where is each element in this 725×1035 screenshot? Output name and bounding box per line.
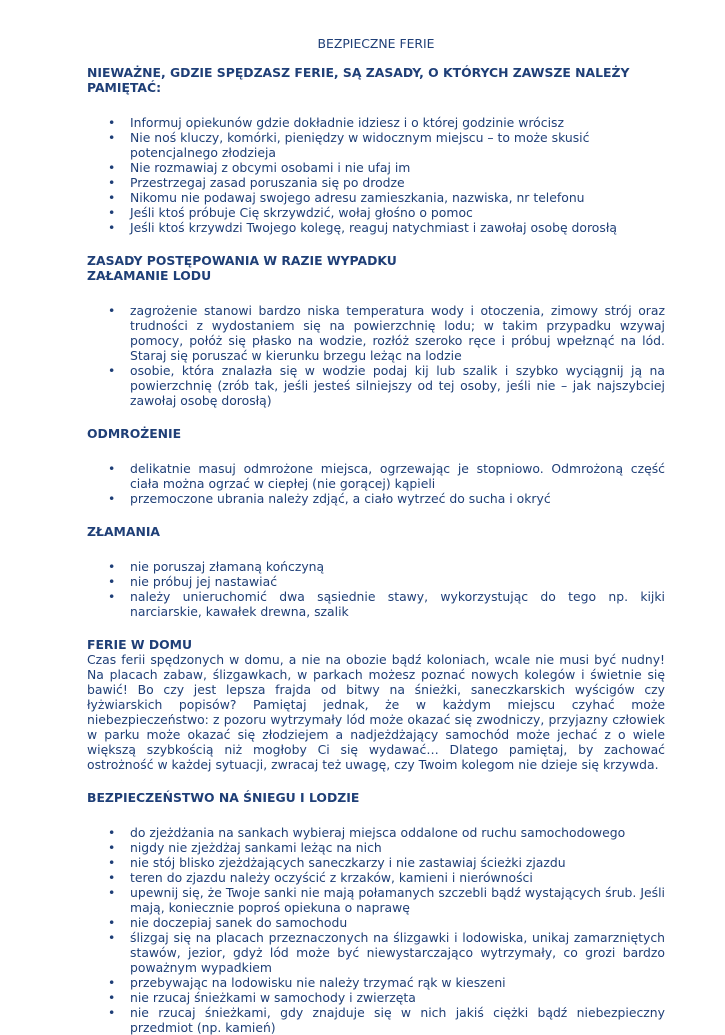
- list-item: • Nie noś kluczy, komórki, pieniędzy w widocznym miejscu – to może skusić potencjalnego złodzieja: [130, 130, 665, 160]
- frostbite-list: [87, 461, 665, 506]
- list-item: • nie próbuj jej nastawiać: [130, 574, 665, 589]
- document-page: [87, 36, 665, 1035]
- list-item: • należy unieruchomić dwa sąsiednie stawy, wykorzystując do tego np. kijki narciarskie, kawałek drewna, szalik: [130, 589, 665, 619]
- list-item: • Przestrzegaj zasad poruszania się po drodze: [130, 175, 665, 190]
- section-heading-holidays-at-home: FERIE W DOMU: [87, 637, 193, 652]
- document-title: BEZPIECZNE FERIE: [317, 36, 435, 51]
- list-item: • Jeśli ktoś krzywdzi Twojego kolegę, reaguj natychmiast i zawołaj osobę dorosłą: [130, 220, 665, 235]
- list-item: • nie poruszaj złamaną kończyną: [130, 559, 665, 574]
- section-heading-fractures: ZŁAMANIA: [87, 524, 161, 539]
- section-heading-frostbite: ODMROŻENIE: [87, 426, 182, 441]
- section-heading-accident-rules: ZASADY POSTĘPOWANIA W RAZIE WYPADKU: [87, 253, 397, 268]
- list-item: • do zjeżdżania na sankach wybieraj miejsca oddalone od ruchu samochodowego: [130, 825, 665, 840]
- list-item: • nie doczepiaj sanek do samochodu: [130, 915, 665, 930]
- list-item: • ślizgaj się na placach przeznaczonych na ślizgawki i lodowiska, unikaj zamarzniętych stawów, jezior, gdyż lód może być niewystarczająco wytrzymały, co grozi bardzo poważnym wypadkiem: [130, 930, 665, 975]
- list-item: • nie stój blisko zjeżdżających saneczkarzy i nie zastawiaj ścieżki zjazdu: [130, 855, 665, 870]
- list-item: • teren do zjazdu należy oczyścić z krzaków, kamieni i nierówności: [130, 870, 665, 885]
- list-item: • przemoczone ubrania należy zdjąć, a ciało wytrzeć do sucha i okryć: [130, 491, 665, 506]
- list-item: • nie rzucaj śnieżkami, gdy znajduje się w nich jakiś ciężki bądź niebezpieczny przedmiot (np. kamień): [130, 1005, 665, 1035]
- snow-ice-safety-list: [87, 825, 665, 1035]
- list-item: • osobie, która znalazła się w wodzie podaj kij lub szalik i szybko wyciągnij ją na powierzchnię (zrób tak, jeśli jesteś silniejszy od tej osoby, jeśli nie – jak najszybciej zawołaj osobę dorosłą): [130, 363, 665, 408]
- list-item: • upewnij się, że Twoje sanki nie mają połamanych szczebli bądź wystających śrub. Jeśli mają, koniecznie poproś opiekuna o naprawę: [130, 885, 665, 915]
- list-item: • delikatnie masuj odmrożone miejsca, ogrzewając je stopniowo. Odmrożoną część ciała można ogrzać w ciepłej (nie gorącej) kąpieli: [130, 461, 665, 491]
- section-heading-general-rules: NIEWAŻNE, GDZIE SPĘDZASZ FERIE, SĄ ZASADY, O KTÓRYCH ZAWSZE NALEŻY PAMIĘTAĆ:: [87, 65, 630, 95]
- subheading-ice-break: ZAŁAMANIE LODU: [87, 268, 212, 283]
- section-heading-snow-ice-safety: BEZPIECZEŃSTWO NA ŚNIEGU I LODZIE: [87, 790, 360, 805]
- general-rules-list: [87, 115, 665, 235]
- list-item: • Jeśli ktoś próbuje Cię skrzywdzić, wołaj głośno o pomoc: [130, 205, 665, 220]
- ice-break-list: [87, 303, 665, 408]
- list-item: • nigdy nie zjeżdżaj sankami leżąc na nich: [130, 840, 665, 855]
- list-item: • Informuj opiekunów gdzie dokładnie idziesz i o której godzinie wrócisz: [130, 115, 665, 130]
- holidays-at-home-paragraph: Czas ferii spędzonych w domu, a nie na obozie bądź koloniach, wcale nie musi być nudny! Na placach zabaw, ślizgawkach, w parkach możesz poznać nowych kolegów i świetnie się bawić! Bo czy jest lepsza frajda od bitwy na śnieżki, saneczkarskich wyścigów czy łyżwiarskich popisów? Pamiętaj jednak, że w każdym miejscu czyhać może niebezpieczeństwo: z pozoru wytrzymały lód może okazać się zwodniczy, przyjazny człowiek w parku może okazać się złodziejem a nadjeżdżający samochód może jechać z o wiele większą szybkością niż mogłoby Ci się wydawać… Dlatego pamiętaj, by zachować ostrożność w każdej sytuacji, zwracaj też uwagę, czy Twoim kolegom nie dzieje się krzywda.: [87, 652, 665, 772]
- list-item: • zagrożenie stanowi bardzo niska temperatura wody i otoczenia, zimowy strój oraz trudności z wydostaniem się na powierzchnię lodu; w takim przypadku wzywaj pomocy, połóż się płasko na wodzie, rozłóż szeroko ręce i próbuj wpełznąć na lód. Staraj się poruszać w kierunku brzegu leżąc na lodzie: [130, 303, 665, 363]
- fractures-list: [87, 559, 665, 619]
- list-item: • przebywając na lodowisku nie należy trzymać rąk w kieszeni: [130, 975, 665, 990]
- list-item: • Nie rozmawiaj z obcymi osobami i nie ufaj im: [130, 160, 665, 175]
- list-item: • Nikomu nie podawaj swojego adresu zamieszkania, nazwiska, nr telefonu: [130, 190, 665, 205]
- list-item: • nie rzucaj śnieżkami w samochody i zwierzęta: [130, 990, 665, 1005]
